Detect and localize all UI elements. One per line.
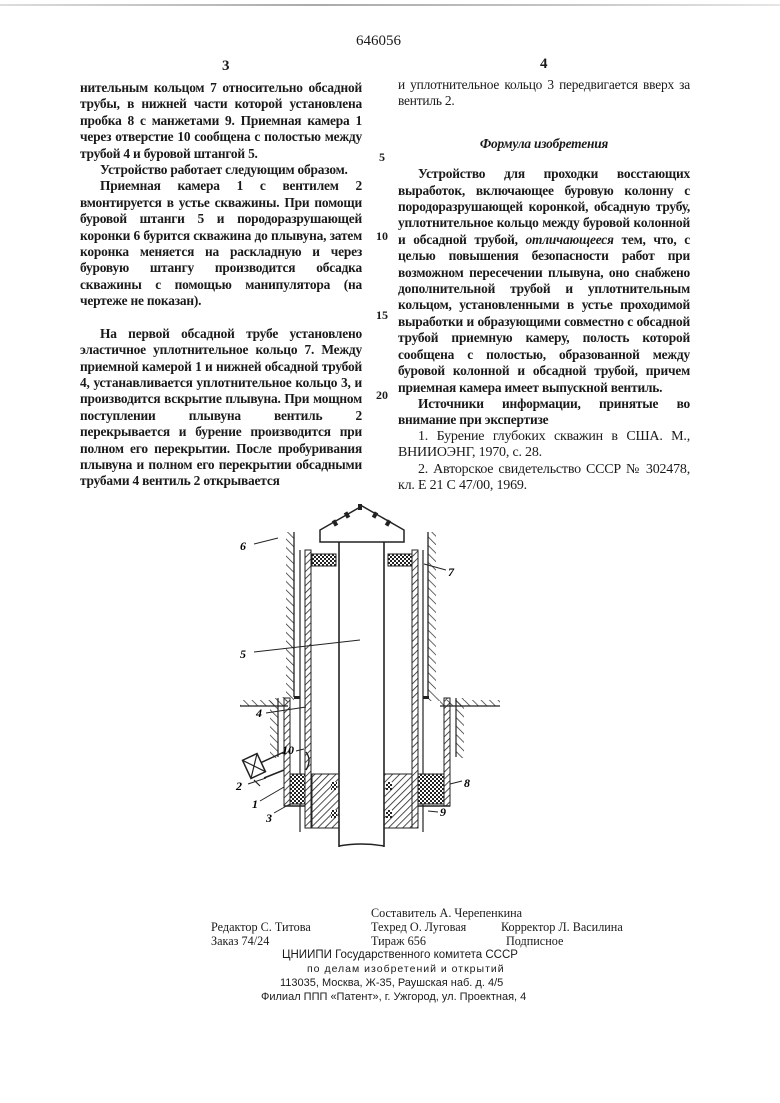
label-4: 4 bbox=[255, 706, 262, 720]
left-column bbox=[80, 80, 362, 490]
casing-pipe-right bbox=[412, 550, 418, 828]
cuff-9 bbox=[386, 782, 392, 790]
patent-number: 646056 bbox=[356, 33, 401, 50]
right-page-number: 4 bbox=[540, 56, 548, 73]
claims-heading: Формула изобретения bbox=[398, 136, 690, 152]
chamber-wall-right bbox=[444, 698, 450, 806]
label-9: 9 bbox=[440, 805, 446, 819]
colophon-print-run: Тираж 656 bbox=[371, 935, 426, 949]
technical-drawing bbox=[240, 502, 500, 842]
drill-rod bbox=[339, 844, 384, 846]
claim-text-after: тем, что, с целью повышения безопасности работ при возможном пересечении плывуна, оно снабжено дополнительной трубой и уплотнительным кольцом, установленными в устье проходимой выработки и образующими совместно с обсадной трубой приемную камеру, полость которой сообщена с полостью, образованной между буровой колонной и обсадной трубой, причем приемная камера имеет выпускной вентиль. bbox=[398, 232, 690, 395]
colophon-tech-editor: Техред О. Луговая bbox=[371, 921, 466, 935]
label-10: 10 bbox=[282, 743, 294, 757]
casing-pipe-left bbox=[305, 550, 311, 828]
sealing-ring-7-right bbox=[388, 554, 412, 566]
cuff-9 bbox=[331, 810, 337, 818]
sources-heading: Источники информации, принятые во внимание при экспертизе bbox=[398, 396, 690, 429]
claim-text bbox=[398, 166, 690, 396]
colophon-subscription: Подписное bbox=[506, 935, 563, 949]
paragraph: Устройство работает следующим образом. bbox=[80, 162, 362, 178]
label-3: 3 bbox=[265, 811, 272, 825]
scan-edge-line bbox=[0, 4, 780, 6]
line-number: 10 bbox=[374, 229, 390, 244]
colophon-org-line2: по делам изобретений и открытий bbox=[307, 963, 505, 977]
sealing-ring-3-right bbox=[418, 774, 444, 804]
cuff-9 bbox=[386, 810, 392, 818]
colophon-order: Заказ 74/24 bbox=[211, 935, 269, 949]
borehole-wall-right bbox=[428, 532, 436, 697]
claim-italic: отличающееся bbox=[526, 232, 614, 247]
drill-bit-crown bbox=[320, 504, 404, 542]
source-item: 1. Бурение глубоких скважин в США. М., ВНИИОЭНГ, 1970, с. 28. bbox=[398, 429, 690, 462]
continuation-text: и уплотнительное кольцо 3 передвигается вверх за вентиль 2. bbox=[398, 77, 690, 110]
colophon-branch: Филиал ППП «Патент», г. Ужгород, ул. Проектная, 4 bbox=[261, 991, 526, 1005]
line-number: 15 bbox=[374, 308, 390, 323]
colophon-compiler: Составитель А. Черепенкина bbox=[371, 907, 522, 921]
colophon-org-line1: ЦНИИПИ Государственного комитета СССР bbox=[282, 949, 518, 963]
label-5: 5 bbox=[240, 647, 246, 661]
cuff-9 bbox=[331, 782, 337, 790]
colophon-address: 113035, Москва, Ж-35, Раушская наб. д. 4/5 bbox=[280, 977, 503, 991]
label-2: 2 bbox=[235, 779, 242, 793]
colophon-editor: Редактор С. Титова bbox=[211, 921, 311, 935]
label-8: 8 bbox=[464, 776, 470, 790]
sealing-ring-3 bbox=[290, 774, 305, 804]
colophon-corrector: Корректор Л. Василина bbox=[501, 921, 623, 935]
source-item: 2. Авторское свидетельство СССР № 302478, кл. Е 21 С 47/00, 1969. bbox=[398, 462, 690, 495]
label-1: 1 bbox=[252, 797, 258, 811]
claim-text-before: Устройство для проходки восстающих выработок, включающее буровую колонну с породоразрушающей коронкой, обсадную трубу, уплотнительное кольцо между буровой колонной и обсадной трубой, bbox=[398, 166, 690, 247]
paragraph: На первой обсадной трубе установлено эластичное уплотнительное кольцо 7. Между приемной камерой 1 и нижней обсадной трубой 4, устанавливается уплотнительное кольцо 3, и производится вскрытие плывуна. При мощном поступлении плывуна вентиль 2 перекрывается и бурение производится при полном его перекрытии. После пробуривания плывуна и полном его перекрытии обсадными трубами 4 вентиль 2 открывается bbox=[80, 326, 362, 490]
right-column bbox=[398, 77, 690, 494]
label-7: 7 bbox=[448, 565, 455, 579]
left-page-number: 3 bbox=[222, 58, 230, 75]
paragraph: нительным кольцом 7 относительно обсадной трубы, в нижней части которой установлена пробка 8 с манжетами 9. Приемная камера 1 через отверстие 10 сообщена с полостью между трубой 4 и буровой штангой 5. bbox=[80, 80, 362, 162]
borehole-wall-left bbox=[286, 532, 294, 697]
label-6: 6 bbox=[240, 539, 246, 553]
line-number: 5 bbox=[374, 150, 390, 165]
line-number: 20 bbox=[374, 388, 390, 403]
paragraph: Приемная камера 1 с вентилем 2 вмонтируется в устье скважины. При помощи буровой штанги 5 и породоразрушающей коронки 6 бурится скважина до плывуна, затем коронка меняется на раскладную и через буровую штангу производится обсадка скважины с помощью манипулятора (на чертеже не показан). bbox=[80, 178, 362, 309]
sealing-ring-7-left bbox=[312, 554, 336, 566]
